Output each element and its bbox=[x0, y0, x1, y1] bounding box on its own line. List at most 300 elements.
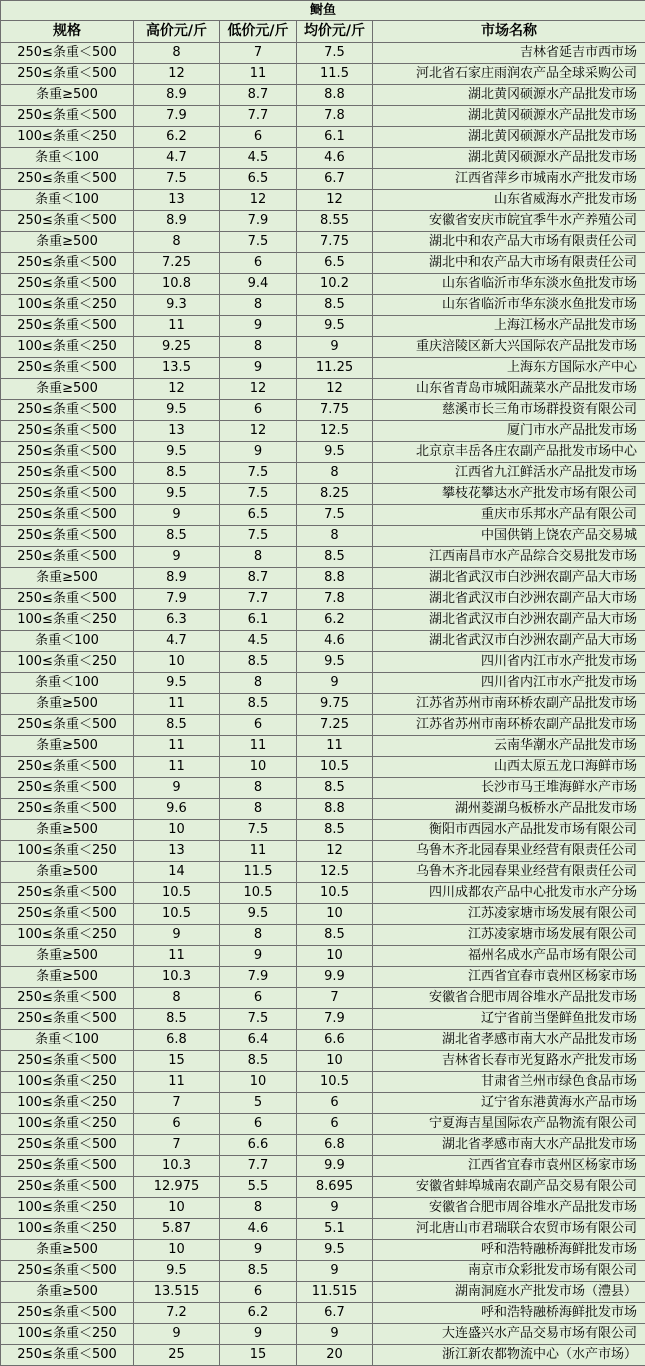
cell-spec: 250≤条重＜500 bbox=[1, 547, 134, 568]
table-row bbox=[1, 421, 645, 442]
cell-spec: 100≤条重＜250 bbox=[1, 1219, 134, 1240]
cell-spec: 250≤条重＜500 bbox=[1, 988, 134, 1009]
cell-market: 云南华潮水产品批发市场 bbox=[373, 736, 645, 757]
cell-avg-price: 6.7 bbox=[297, 169, 373, 190]
table-row bbox=[1, 190, 645, 211]
cell-avg-price: 8.5 bbox=[297, 547, 373, 568]
cell-high-price: 11 bbox=[134, 757, 220, 778]
cell-market: 南京市众彩批发市场有限公司 bbox=[373, 1261, 645, 1282]
cell-market: 湖北省孝感市南大水产品批发市场 bbox=[373, 1030, 645, 1051]
cell-market: 湖北省孝感市南大水产品批发市场 bbox=[373, 1135, 645, 1156]
cell-avg-price: 8.5 bbox=[297, 820, 373, 841]
cell-low-price: 6.4 bbox=[220, 1030, 297, 1051]
cell-low-price: 10 bbox=[220, 757, 297, 778]
cell-low-price: 7.5 bbox=[220, 232, 297, 253]
cell-avg-price: 9.5 bbox=[297, 442, 373, 463]
cell-spec: 250≤条重＜500 bbox=[1, 1009, 134, 1030]
cell-low-price: 9.5 bbox=[220, 904, 297, 925]
cell-spec: 250≤条重＜500 bbox=[1, 904, 134, 925]
cell-avg-price: 6.6 bbox=[297, 1030, 373, 1051]
cell-low-price: 8 bbox=[220, 337, 297, 358]
cell-avg-price: 6 bbox=[297, 1114, 373, 1135]
table-row bbox=[1, 1240, 645, 1261]
cell-avg-price: 6.1 bbox=[297, 127, 373, 148]
cell-spec: 250≤条重＜500 bbox=[1, 358, 134, 379]
cell-low-price: 9 bbox=[220, 358, 297, 379]
cell-low-price: 7.7 bbox=[220, 1156, 297, 1177]
table-row bbox=[1, 85, 645, 106]
cell-market: 山东省临沂市华东淡水鱼批发市场 bbox=[373, 274, 645, 295]
cell-low-price: 8.5 bbox=[220, 1051, 297, 1072]
cell-avg-price: 10 bbox=[297, 946, 373, 967]
cell-high-price: 10 bbox=[134, 652, 220, 673]
header-high-price: 高价元/斤 bbox=[134, 21, 220, 43]
table-row bbox=[1, 1198, 645, 1219]
cell-high-price: 7.25 bbox=[134, 253, 220, 274]
table-row bbox=[1, 442, 645, 463]
cell-spec: 250≤条重＜500 bbox=[1, 505, 134, 526]
table-row bbox=[1, 43, 645, 64]
cell-high-price: 10.5 bbox=[134, 883, 220, 904]
table-row bbox=[1, 1114, 645, 1135]
cell-avg-price: 8.695 bbox=[297, 1177, 373, 1198]
cell-market: 宁夏海吉星国际农产品物流有限公司 bbox=[373, 1114, 645, 1135]
table-row bbox=[1, 694, 645, 715]
cell-market: 辽宁省东港黄海水产品市场 bbox=[373, 1093, 645, 1114]
cell-high-price: 11 bbox=[134, 946, 220, 967]
cell-high-price: 9 bbox=[134, 925, 220, 946]
cell-spec: 条重≥500 bbox=[1, 967, 134, 988]
cell-spec: 条重≥500 bbox=[1, 85, 134, 106]
table-row bbox=[1, 820, 645, 841]
table-row bbox=[1, 1303, 645, 1324]
cell-high-price: 7.9 bbox=[134, 589, 220, 610]
cell-high-price: 6.2 bbox=[134, 127, 220, 148]
cell-market: 乌鲁木齐北园春果业经营有限责任公司 bbox=[373, 841, 645, 862]
cell-spec: 250≤条重＜500 bbox=[1, 1177, 134, 1198]
cell-avg-price: 7.8 bbox=[297, 106, 373, 127]
table-row bbox=[1, 1345, 645, 1366]
cell-high-price: 12 bbox=[134, 379, 220, 400]
cell-avg-price: 7.8 bbox=[297, 589, 373, 610]
cell-high-price: 8.5 bbox=[134, 526, 220, 547]
cell-high-price: 11 bbox=[134, 694, 220, 715]
cell-market: 江西省九江鲜活水产品批发市场 bbox=[373, 463, 645, 484]
cell-low-price: 12 bbox=[220, 190, 297, 211]
cell-avg-price: 7.75 bbox=[297, 232, 373, 253]
cell-avg-price: 9 bbox=[297, 1324, 373, 1345]
cell-spec: 250≤条重＜500 bbox=[1, 64, 134, 85]
cell-high-price: 9.3 bbox=[134, 295, 220, 316]
header-row bbox=[1, 21, 645, 43]
table-row bbox=[1, 1093, 645, 1114]
table-row bbox=[1, 862, 645, 883]
cell-high-price: 13 bbox=[134, 841, 220, 862]
cell-high-price: 7.9 bbox=[134, 106, 220, 127]
table-row bbox=[1, 106, 645, 127]
cell-market: 福州名成水产品市场有限公司 bbox=[373, 946, 645, 967]
table-row bbox=[1, 316, 645, 337]
cell-spec: 250≤条重＜500 bbox=[1, 316, 134, 337]
cell-spec: 条重≥500 bbox=[1, 1240, 134, 1261]
cell-low-price: 4.5 bbox=[220, 631, 297, 652]
cell-spec: 条重＜100 bbox=[1, 1030, 134, 1051]
cell-avg-price: 9 bbox=[297, 1198, 373, 1219]
cell-high-price: 25 bbox=[134, 1345, 220, 1366]
table-row bbox=[1, 232, 645, 253]
table-row bbox=[1, 337, 645, 358]
table-row bbox=[1, 1009, 645, 1030]
table-row bbox=[1, 631, 645, 652]
cell-avg-price: 10 bbox=[297, 904, 373, 925]
cell-avg-price: 7 bbox=[297, 988, 373, 1009]
cell-market: 安徽省安庆市皖宜季牛水产养殖公司 bbox=[373, 211, 645, 232]
cell-avg-price: 9.5 bbox=[297, 652, 373, 673]
cell-spec: 100≤条重＜250 bbox=[1, 1324, 134, 1345]
cell-avg-price: 12 bbox=[297, 379, 373, 400]
cell-avg-price: 12.5 bbox=[297, 862, 373, 883]
cell-low-price: 7.5 bbox=[220, 526, 297, 547]
table-row bbox=[1, 946, 645, 967]
cell-spec: 条重≥500 bbox=[1, 946, 134, 967]
cell-spec: 250≤条重＜500 bbox=[1, 211, 134, 232]
table-row bbox=[1, 1072, 645, 1093]
cell-avg-price: 11 bbox=[297, 736, 373, 757]
table-row bbox=[1, 169, 645, 190]
cell-spec: 条重≥500 bbox=[1, 736, 134, 757]
cell-avg-price: 8 bbox=[297, 463, 373, 484]
cell-market: 湖南洞庭水产批发市场（澧县） bbox=[373, 1282, 645, 1303]
table-row bbox=[1, 547, 645, 568]
table-row bbox=[1, 673, 645, 694]
cell-avg-price: 8.8 bbox=[297, 799, 373, 820]
cell-market: 吉林省延吉市西市场 bbox=[373, 43, 645, 64]
cell-market: 四川省内江市水产批发市场 bbox=[373, 673, 645, 694]
cell-low-price: 15 bbox=[220, 1345, 297, 1366]
cell-market: 厦门市水产品批发市场 bbox=[373, 421, 645, 442]
cell-low-price: 7.9 bbox=[220, 211, 297, 232]
table-row bbox=[1, 1219, 645, 1240]
cell-market: 江苏省苏州市南环桥农副产品批发市场 bbox=[373, 694, 645, 715]
cell-low-price: 11 bbox=[220, 736, 297, 757]
cell-avg-price: 10.5 bbox=[297, 1072, 373, 1093]
cell-low-price: 6 bbox=[220, 127, 297, 148]
cell-high-price: 10 bbox=[134, 820, 220, 841]
cell-high-price: 10.8 bbox=[134, 274, 220, 295]
cell-market: 长沙市马王堆海鲜水产市场 bbox=[373, 778, 645, 799]
cell-high-price: 13 bbox=[134, 421, 220, 442]
cell-avg-price: 11.515 bbox=[297, 1282, 373, 1303]
table-row bbox=[1, 589, 645, 610]
cell-spec: 条重≥500 bbox=[1, 694, 134, 715]
table-row bbox=[1, 568, 645, 589]
cell-low-price: 6 bbox=[220, 400, 297, 421]
cell-market: 甘肃省兰州市绿色食品市场 bbox=[373, 1072, 645, 1093]
cell-market: 湖北中和农产品大市场有限责任公司 bbox=[373, 232, 645, 253]
cell-market: 安徽省合肥市周谷堆水产品批发市场 bbox=[373, 988, 645, 1009]
table-title: 鲥鱼 bbox=[1, 1, 645, 21]
cell-avg-price: 6.2 bbox=[297, 610, 373, 631]
cell-avg-price: 12 bbox=[297, 841, 373, 862]
cell-low-price: 7.5 bbox=[220, 484, 297, 505]
cell-high-price: 9.5 bbox=[134, 400, 220, 421]
header-spec: 规格 bbox=[1, 21, 134, 43]
cell-spec: 条重＜100 bbox=[1, 190, 134, 211]
cell-low-price: 8 bbox=[220, 799, 297, 820]
cell-avg-price: 9.5 bbox=[297, 316, 373, 337]
cell-market: 山东省威海水产批发市场 bbox=[373, 190, 645, 211]
cell-high-price: 7.5 bbox=[134, 169, 220, 190]
cell-low-price: 8 bbox=[220, 778, 297, 799]
table-row bbox=[1, 400, 645, 421]
table-row bbox=[1, 883, 645, 904]
cell-avg-price: 8.25 bbox=[297, 484, 373, 505]
cell-high-price: 9 bbox=[134, 547, 220, 568]
cell-avg-price: 10.5 bbox=[297, 757, 373, 778]
cell-high-price: 11 bbox=[134, 316, 220, 337]
cell-avg-price: 7.5 bbox=[297, 505, 373, 526]
cell-market: 辽宁省前当堡鲜鱼批发市场 bbox=[373, 1009, 645, 1030]
cell-spec: 100≤条重＜250 bbox=[1, 127, 134, 148]
cell-low-price: 6.1 bbox=[220, 610, 297, 631]
cell-high-price: 9.5 bbox=[134, 484, 220, 505]
cell-spec: 250≤条重＜500 bbox=[1, 1345, 134, 1366]
cell-market: 湖北省武汉市白沙洲农副产品大市场 bbox=[373, 610, 645, 631]
cell-avg-price: 8.8 bbox=[297, 85, 373, 106]
cell-spec: 条重＜100 bbox=[1, 673, 134, 694]
cell-low-price: 9 bbox=[220, 946, 297, 967]
table-row bbox=[1, 778, 645, 799]
table-row bbox=[1, 526, 645, 547]
cell-low-price: 9 bbox=[220, 442, 297, 463]
cell-avg-price: 8.5 bbox=[297, 925, 373, 946]
cell-market: 大连盛兴水产品交易市场有限公司 bbox=[373, 1324, 645, 1345]
table-row bbox=[1, 715, 645, 736]
cell-high-price: 8 bbox=[134, 43, 220, 64]
cell-avg-price: 4.6 bbox=[297, 631, 373, 652]
cell-market: 江苏省苏州市南环桥农副产品批发市场 bbox=[373, 715, 645, 736]
table-row bbox=[1, 358, 645, 379]
cell-market: 四川成都农产品中心批发市水产分场 bbox=[373, 883, 645, 904]
table-row bbox=[1, 127, 645, 148]
cell-avg-price: 9.9 bbox=[297, 967, 373, 988]
table-row bbox=[1, 211, 645, 232]
cell-market: 攀枝花攀达水产批发市场有限公司 bbox=[373, 484, 645, 505]
cell-low-price: 9 bbox=[220, 1324, 297, 1345]
cell-high-price: 9.25 bbox=[134, 337, 220, 358]
cell-low-price: 7.7 bbox=[220, 106, 297, 127]
cell-spec: 100≤条重＜250 bbox=[1, 652, 134, 673]
cell-high-price: 12 bbox=[134, 64, 220, 85]
cell-high-price: 8 bbox=[134, 232, 220, 253]
cell-spec: 250≤条重＜500 bbox=[1, 1051, 134, 1072]
cell-avg-price: 7.75 bbox=[297, 400, 373, 421]
cell-market: 衡阳市西园水产品批发市场有限公司 bbox=[373, 820, 645, 841]
cell-high-price: 8.9 bbox=[134, 568, 220, 589]
cell-low-price: 6 bbox=[220, 988, 297, 1009]
cell-high-price: 8.9 bbox=[134, 211, 220, 232]
cell-spec: 250≤条重＜500 bbox=[1, 400, 134, 421]
cell-spec: 250≤条重＜500 bbox=[1, 778, 134, 799]
cell-spec: 100≤条重＜250 bbox=[1, 841, 134, 862]
cell-spec: 250≤条重＜500 bbox=[1, 715, 134, 736]
table-row bbox=[1, 484, 645, 505]
cell-avg-price: 11.25 bbox=[297, 358, 373, 379]
cell-market: 湖北省武汉市白沙洲农副产品大市场 bbox=[373, 589, 645, 610]
cell-market: 江西省宜春市袁州区杨家市场 bbox=[373, 967, 645, 988]
cell-market: 山东省青岛市城阳蔬菜水产品批发市场 bbox=[373, 379, 645, 400]
cell-spec: 100≤条重＜250 bbox=[1, 1114, 134, 1135]
cell-market: 湖北黄冈硕源水产品批发市场 bbox=[373, 148, 645, 169]
table-row bbox=[1, 148, 645, 169]
cell-spec: 条重≥500 bbox=[1, 862, 134, 883]
cell-spec: 100≤条重＜250 bbox=[1, 1198, 134, 1219]
table-row bbox=[1, 1135, 645, 1156]
cell-market: 江西南昌市水产品综合交易批发市场 bbox=[373, 547, 645, 568]
cell-avg-price: 9 bbox=[297, 673, 373, 694]
cell-avg-price: 9 bbox=[297, 1261, 373, 1282]
cell-avg-price: 7.5 bbox=[297, 43, 373, 64]
cell-spec: 250≤条重＜500 bbox=[1, 883, 134, 904]
cell-high-price: 12.975 bbox=[134, 1177, 220, 1198]
cell-market: 吉林省长春市光复路水产批发市场 bbox=[373, 1051, 645, 1072]
table-row bbox=[1, 988, 645, 1009]
cell-spec: 250≤条重＜500 bbox=[1, 421, 134, 442]
table-row bbox=[1, 1156, 645, 1177]
cell-avg-price: 8.5 bbox=[297, 295, 373, 316]
cell-spec: 250≤条重＜500 bbox=[1, 274, 134, 295]
cell-high-price: 9.5 bbox=[134, 673, 220, 694]
cell-market: 湖北省武汉市白沙洲农副产品大市场 bbox=[373, 568, 645, 589]
cell-market: 浙江新农都物流中心（水产市场） bbox=[373, 1345, 645, 1366]
table-row bbox=[1, 505, 645, 526]
cell-market: 湖北黄冈硕源水产品批发市场 bbox=[373, 106, 645, 127]
cell-high-price: 10.3 bbox=[134, 967, 220, 988]
cell-market: 重庆市乐邦水产品有限公司 bbox=[373, 505, 645, 526]
cell-high-price: 10.5 bbox=[134, 904, 220, 925]
cell-spec: 100≤条重＜250 bbox=[1, 1093, 134, 1114]
cell-avg-price: 10.5 bbox=[297, 883, 373, 904]
cell-low-price: 5.5 bbox=[220, 1177, 297, 1198]
cell-avg-price: 4.6 bbox=[297, 148, 373, 169]
table-row bbox=[1, 253, 645, 274]
cell-high-price: 9 bbox=[134, 778, 220, 799]
cell-high-price: 6.8 bbox=[134, 1030, 220, 1051]
cell-low-price: 9 bbox=[220, 1240, 297, 1261]
cell-spec: 100≤条重＜250 bbox=[1, 337, 134, 358]
cell-avg-price: 12 bbox=[297, 190, 373, 211]
cell-market: 北京京丰岳各庄农副产品批发市场中心 bbox=[373, 442, 645, 463]
cell-market: 江苏凌家塘市场发展有限公司 bbox=[373, 904, 645, 925]
table-row bbox=[1, 841, 645, 862]
cell-high-price: 11 bbox=[134, 1072, 220, 1093]
table-row bbox=[1, 1261, 645, 1282]
cell-high-price: 13.5 bbox=[134, 358, 220, 379]
cell-market: 呼和浩特融桥海鲜批发市场 bbox=[373, 1303, 645, 1324]
cell-spec: 250≤条重＜500 bbox=[1, 757, 134, 778]
cell-high-price: 7.2 bbox=[134, 1303, 220, 1324]
table-row bbox=[1, 904, 645, 925]
cell-avg-price: 9.5 bbox=[297, 1240, 373, 1261]
cell-low-price: 9 bbox=[220, 316, 297, 337]
cell-low-price: 9.4 bbox=[220, 274, 297, 295]
cell-high-price: 8.5 bbox=[134, 1009, 220, 1030]
cell-avg-price: 7.25 bbox=[297, 715, 373, 736]
cell-high-price: 9.5 bbox=[134, 1261, 220, 1282]
cell-avg-price: 9.75 bbox=[297, 694, 373, 715]
cell-high-price: 4.7 bbox=[134, 148, 220, 169]
cell-market: 湖北黄冈硕源水产品批发市场 bbox=[373, 127, 645, 148]
cell-spec: 250≤条重＜500 bbox=[1, 1261, 134, 1282]
cell-spec: 250≤条重＜500 bbox=[1, 169, 134, 190]
cell-low-price: 6.5 bbox=[220, 505, 297, 526]
cell-avg-price: 8.55 bbox=[297, 211, 373, 232]
cell-avg-price: 8 bbox=[297, 526, 373, 547]
cell-low-price: 10.5 bbox=[220, 883, 297, 904]
cell-market: 江西省宜春市袁州区杨家市场 bbox=[373, 1156, 645, 1177]
cell-market: 四川省内江市水产批发市场 bbox=[373, 652, 645, 673]
cell-low-price: 12 bbox=[220, 379, 297, 400]
cell-low-price: 4.6 bbox=[220, 1219, 297, 1240]
cell-spec: 250≤条重＜500 bbox=[1, 253, 134, 274]
cell-high-price: 10 bbox=[134, 1198, 220, 1219]
cell-market: 安徽省合肥市周谷堆水产品批发市场 bbox=[373, 1198, 645, 1219]
cell-low-price: 11.5 bbox=[220, 862, 297, 883]
cell-low-price: 7.5 bbox=[220, 820, 297, 841]
cell-high-price: 6 bbox=[134, 1114, 220, 1135]
cell-market: 慈溪市长三角市场群投资有限公司 bbox=[373, 400, 645, 421]
cell-high-price: 14 bbox=[134, 862, 220, 883]
cell-spec: 250≤条重＜500 bbox=[1, 442, 134, 463]
table-row bbox=[1, 736, 645, 757]
cell-spec: 条重≥500 bbox=[1, 820, 134, 841]
cell-high-price: 15 bbox=[134, 1051, 220, 1072]
cell-low-price: 8 bbox=[220, 1198, 297, 1219]
cell-low-price: 8 bbox=[220, 925, 297, 946]
cell-spec: 250≤条重＜500 bbox=[1, 1156, 134, 1177]
cell-avg-price: 9.9 bbox=[297, 1156, 373, 1177]
cell-avg-price: 5.1 bbox=[297, 1219, 373, 1240]
cell-low-price: 6.6 bbox=[220, 1135, 297, 1156]
cell-spec: 条重＜100 bbox=[1, 148, 134, 169]
cell-low-price: 8.5 bbox=[220, 1261, 297, 1282]
cell-low-price: 6 bbox=[220, 715, 297, 736]
cell-spec: 250≤条重＜500 bbox=[1, 1135, 134, 1156]
table-row bbox=[1, 1324, 645, 1345]
cell-spec: 250≤条重＜500 bbox=[1, 484, 134, 505]
cell-low-price: 11 bbox=[220, 841, 297, 862]
cell-high-price: 10 bbox=[134, 1240, 220, 1261]
cell-low-price: 8 bbox=[220, 295, 297, 316]
cell-spec: 250≤条重＜500 bbox=[1, 589, 134, 610]
table-row bbox=[1, 295, 645, 316]
cell-avg-price: 20 bbox=[297, 1345, 373, 1366]
table-row bbox=[1, 1177, 645, 1198]
table-row bbox=[1, 463, 645, 484]
cell-market: 湖北中和农产品大市场有限责任公司 bbox=[373, 253, 645, 274]
cell-low-price: 7.7 bbox=[220, 589, 297, 610]
table-row bbox=[1, 1051, 645, 1072]
cell-spec: 100≤条重＜250 bbox=[1, 1072, 134, 1093]
table-row bbox=[1, 757, 645, 778]
cell-high-price: 8.5 bbox=[134, 715, 220, 736]
cell-avg-price: 6.7 bbox=[297, 1303, 373, 1324]
cell-market: 重庆涪陵区新大兴国际农产品批发市场 bbox=[373, 337, 645, 358]
table-row bbox=[1, 64, 645, 85]
cell-market: 湖北省武汉市白沙洲农副产品大市场 bbox=[373, 631, 645, 652]
cell-high-price: 4.7 bbox=[134, 631, 220, 652]
table-row bbox=[1, 274, 645, 295]
